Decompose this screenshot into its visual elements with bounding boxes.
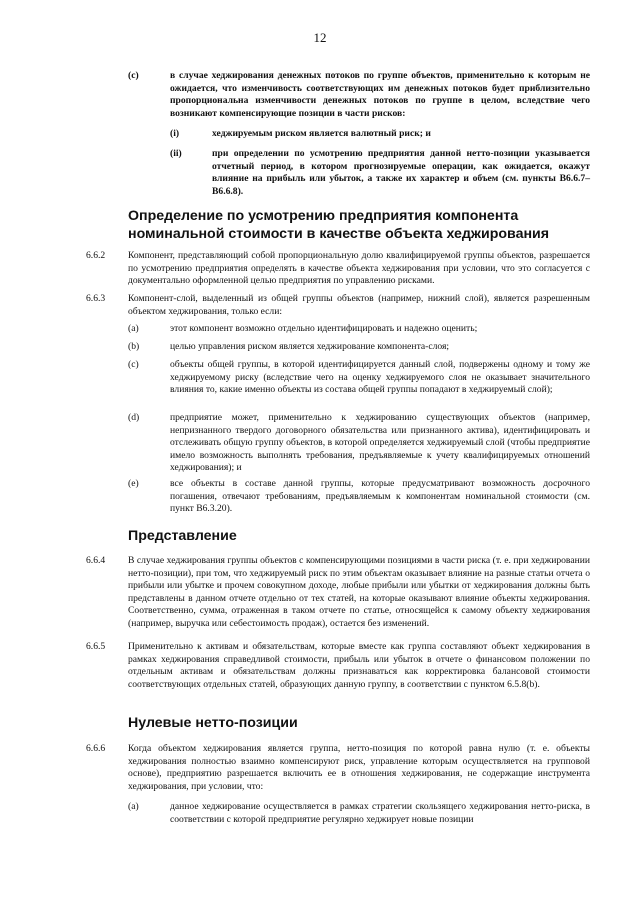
list-item-d: предприятие может, применительно к хеджированию существующих объектов (например, непризнанного твердого договорного обязательства или признанного актива), идентифицировать и отслеживать общую группу объектов, в которой определяется хеджируемый слой (чтобы предприятие имело возможность выполнять требования, предъявляемые к учету квалифицируемых отношений хеджирования); и <box>170 412 590 474</box>
section-heading-component: Определение по усмотрению предприятия компонента номинальной стоимости в качестве объекта хеджирования <box>128 208 550 242</box>
intro-item-i: хеджируемым риском является валютный риск; и <box>212 128 431 139</box>
list-label-a: (a) <box>128 323 139 334</box>
paragraph-6-6-4: В случае хеджирования группы объектов с компенсирующими позициями в части риска (т. е. при хеджировании нетто-позиции), при том, что хеджируемый риск по этим объектам оказывает влияние на разные статьи отчета о прибыли или убытке и прочем совокупном доходе, любые прибыли или убытки от хеджирования должны быть представлены в данном отчете отдельно от тех статей, на которые оказывают влияние объекты хеджирования. Соответственно, сумма, отраженная в таком отчете по статье, относящейся к самому объекту хеджирования (например, выручка или себестоимость продаж), остается без изменений. <box>128 555 590 629</box>
paragraph-number-6-6-2: 6.6.2 <box>86 250 106 261</box>
list-label-d: (d) <box>128 412 140 423</box>
paragraph-6-6-2: Компонент, представляющий собой пропорциональную долю квалифицируемой группы объектов, разрешается по усмотрению предприятия определять в качестве объекта хеджирования при условии, что это согласуется с документально оформленной целью предприятия по управлению рисками. <box>128 250 590 287</box>
paragraph-number-6-6-4: 6.6.4 <box>86 555 106 566</box>
list-label-ii: (ii) <box>170 148 182 159</box>
section-heading-presentation: Представление <box>128 528 237 544</box>
list-label-i: (i) <box>170 128 180 139</box>
list-item-c: объекты общей группы, в которой идентифицируется данный слой, подвержены одному и тому же хеджируемому риску (вследствие чего на оценку хеджируемого слоя не оказывает значительного влияния то, какие именно объекты из состава общей группы попадают в хеджируемый слой); <box>170 359 590 396</box>
intro-item-ii: при определении по усмотрению предприятия данной нетто-позиции указывается отчетный период, в котором прогнозируемые операции, как ожидается, окажут влияние на прибыль или убыток, а также их характер и объем (см. пункты B6.6.7–B6.6.8). <box>212 148 590 197</box>
paragraph-number-6-6-6: 6.6.6 <box>86 743 106 754</box>
paragraph-number-6-6-5: 6.6.5 <box>86 641 106 652</box>
list-label-c: (c) <box>128 70 139 81</box>
paragraph-6-6-3: Компонент-слой, выделенный из общей группы объектов (например, нижний слой), является разрешенным объектом хеджирования, только если: <box>128 293 590 317</box>
paragraph-6-6-5: Применительно к активам и обязательствам, которые вместе как группа составляют объект хеджирования в рамках хеджирования справедливой стоимости, прибыль или убыток в отчете о финансовом положении по отдельным активам и обязательствам должны признаваться как корректировка балансовой стоимости соответствующих отдельных статей, образующих данную группу, в соответствии с пунктом 6.5.8(b). <box>128 641 590 690</box>
page-number: 12 <box>313 30 327 45</box>
list-label-a: (a) <box>128 801 139 812</box>
paragraph-6-6-6: Когда объектом хеджирования является группа, нетто-позиция по которой равна нулю (т. е. объекты хеджирования полностью взаимно компенсируют риск, управление которым осуществляется на групповой основе), предприятию разрешается включить ее в отношения хеджирования, не содержащие инструмента хеджирования, при условии, что: <box>128 743 590 792</box>
list-item-a: этот компонент возможно отдельно идентифицировать и надежно оценить; <box>170 323 478 334</box>
list-label-c: (c) <box>128 359 139 370</box>
section-heading-zero-net-positions: Нулевые нетто-позиции <box>128 715 298 731</box>
list-label-e: (e) <box>128 478 139 489</box>
intro-item-c: в случае хеджирования денежных потоков по группе объектов, применительно к которым не ожидается, что изменчивость соответствующих им денежных потоков будет приблизительно пропорциональна изменчивости денежных потоков по группе в целом, вследствие чего возникают компенсирующие позиции в части рисков: <box>170 70 590 119</box>
list-item-a-zero: данное хеджирование осуществляется в рамках стратегии скользящего хеджирования нетто-риска, в соответствии с которой предприятие регулярно хеджирует новые позиции <box>170 801 590 825</box>
list-label-b: (b) <box>128 341 140 352</box>
list-item-e: все объекты в составе данной группы, которые предусматривают возможность досрочного погашения, отвечают требованиям, предъявляемым к компонентам номинальной стоимости (см. пункт B6.3.20). <box>170 478 590 515</box>
paragraph-number-6-6-3: 6.6.3 <box>86 293 106 304</box>
list-item-b: целью управления риском является хеджирование компонента-слоя; <box>170 341 450 352</box>
